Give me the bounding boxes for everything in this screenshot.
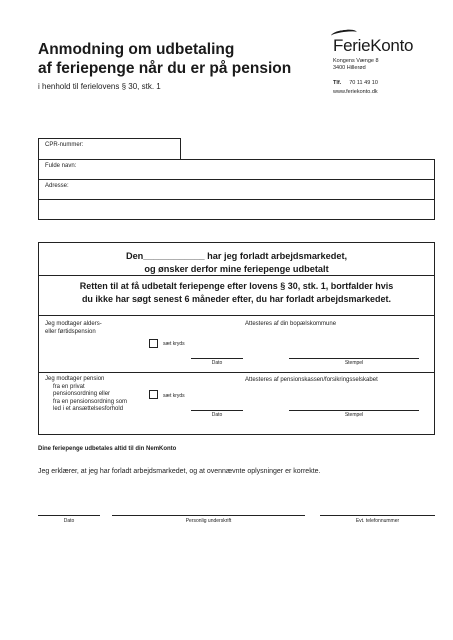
option-2-label-line: Jeg modtager pension [45, 376, 105, 382]
signature-label: Personlig underskrift [185, 518, 232, 524]
address-field-line-2[interactable] [38, 199, 435, 220]
declaration-text: Jeg erklærer, at jeg har forladt arbejdsmarkedet, og at ovennævnte oplysninger er korrekte. [38, 468, 321, 475]
address-label: Adresse: [45, 183, 69, 189]
website: www.feriekonto.dk [333, 89, 378, 95]
option-1-checkbox[interactable] [149, 339, 158, 348]
cpr-label: CPR-nummer: [45, 142, 84, 148]
option-1-attest: Attesteres af din bopælskommune [245, 321, 337, 327]
phone-label: Tlf. [333, 80, 342, 86]
option-2-attest: Attesteres af pensionskassen/forsikringsselskabet [245, 377, 378, 383]
option-2-label-line: led i et ansættelsesforhold [53, 406, 124, 412]
subtitle: i henhold til ferielovens § 30, stk. 1 [38, 82, 161, 91]
payout-request-section [38, 242, 435, 435]
name-label: Fulde navn: [45, 163, 77, 169]
option-1-date-line[interactable] [191, 358, 243, 359]
footer-date-label: Dato [63, 518, 75, 524]
leave-statement-line-2: og ønsker derfor mine feriepenge udbetalt [144, 263, 329, 274]
divider [39, 372, 434, 373]
option-1-stamp-label: Stempel [344, 360, 364, 366]
option-2-date-label: Dato [211, 412, 223, 418]
option-2-date-line[interactable] [191, 410, 243, 411]
phone-number-label: Evt. telefonnummer [355, 518, 400, 524]
option-1-label-line: Jeg modtager alders- [45, 321, 102, 327]
option-2-label [45, 376, 127, 414]
option-2-label-line: pensionsordning eller [53, 391, 111, 397]
signature-line[interactable] [112, 515, 305, 516]
phone-number: 70 11 49 10 [349, 80, 378, 86]
option-1-label-line: eller førtidspension [45, 328, 96, 335]
option-2-stamp-label: Stempel [344, 412, 364, 418]
footer-date-line[interactable] [38, 515, 100, 516]
option-1-stamp-line[interactable] [289, 358, 419, 359]
address-line-2: 3400 Hillerød [333, 65, 366, 71]
name-field[interactable] [38, 159, 435, 180]
leave-statement [39, 250, 434, 275]
deadline-rule-line-1: Retten til at få udbetalt feriepenge efter lovens § 30, stk. 1, bortfalder hvis [79, 281, 394, 291]
option-2-label-line: fra en privat [53, 383, 85, 390]
option-1-date-label: Dato [211, 360, 223, 366]
cpr-field[interactable] [38, 138, 181, 159]
address-line-1: Kongens Vænge 8 [333, 58, 379, 64]
phone-line[interactable] [320, 515, 435, 516]
feriekonto-logo [333, 36, 413, 56]
option-2-label-line: fra en pensionsordning som [53, 398, 128, 405]
option-1-checkbox-label: sæt kryds [163, 341, 185, 347]
nemkonto-note: Dine feriepenge udbetales altid til din NemKonto [38, 446, 177, 452]
company-address [333, 58, 379, 96]
divider [39, 275, 434, 276]
title-line-1: Anmodning om udbetaling [38, 41, 235, 58]
leave-statement-line-1: Den____________ har jeg forladt arbejdsmarkedet, [125, 251, 348, 261]
deadline-rule-line-2: du ikke har søgt senest 6 måneder efter, du har forladt arbejdsmarkedet. [81, 293, 392, 304]
logo-text: FerieKonto [333, 36, 414, 55]
page-title [38, 40, 291, 78]
option-2-checkbox[interactable] [149, 390, 158, 399]
deadline-rule [39, 280, 434, 305]
phone [333, 80, 379, 87]
address-field[interactable] [38, 179, 435, 200]
option-2-stamp-line[interactable] [289, 410, 419, 411]
divider [39, 315, 434, 316]
option-1-label [45, 321, 102, 336]
title-line-2: af feriepenge når du er på pension [38, 60, 292, 77]
option-2-checkbox-label: sæt kryds [163, 393, 185, 399]
